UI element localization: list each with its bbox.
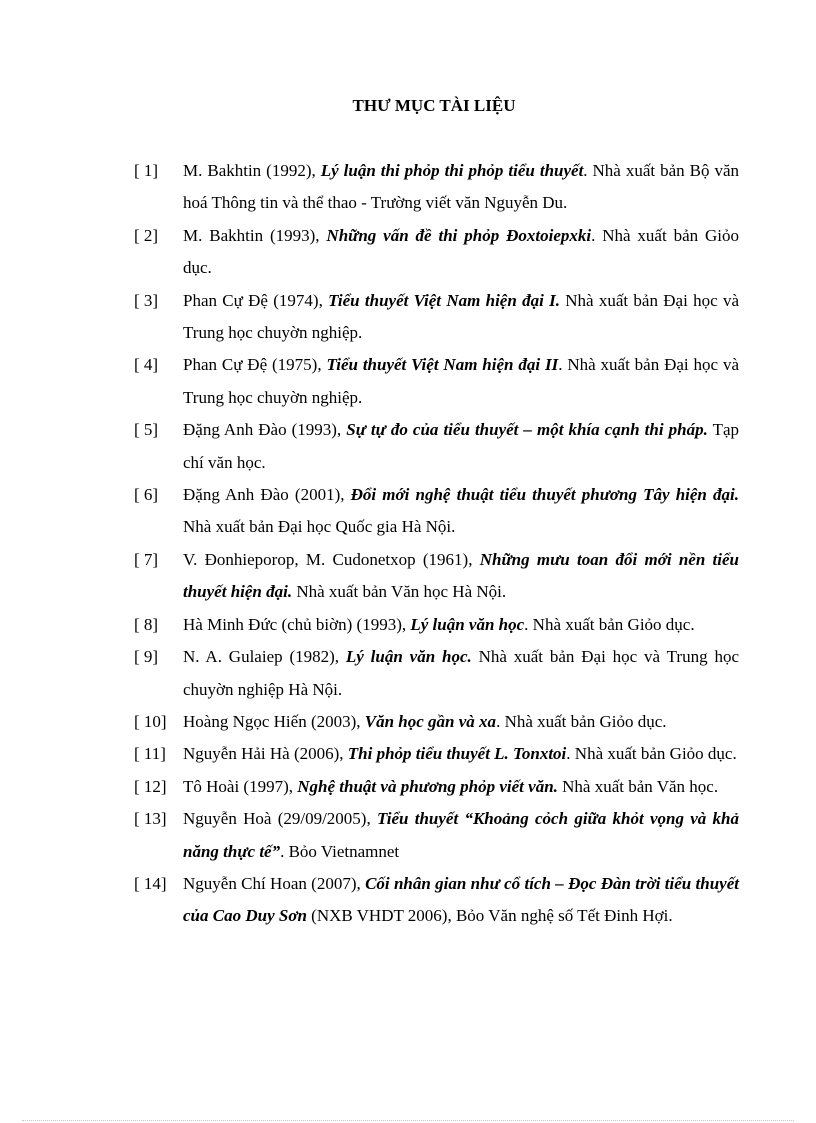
reference-number: [ 4] [134, 355, 159, 375]
reference-publisher: Nhà xuất bản Đại học và Trung học chuyờn nghiệp. [183, 290, 739, 343]
reference-item [134, 544, 739, 609]
reference-text [183, 285, 739, 350]
reference-publisher: Nhà xuất bản Văn học Hà Nội. [292, 582, 507, 602]
reference-work-title: Sự tự đo của tiểu thuyết – một khía cạnh thi pháp. [346, 420, 708, 440]
reference-work-title: Văn học gần và xa [364, 711, 497, 731]
reference-work-title: Lý luận văn học. [345, 647, 472, 667]
reference-publisher: Tạp chí văn học. [183, 420, 740, 472]
reference-work-title: Nghệ thuật và phương phỏp viết văn. [297, 776, 558, 796]
reference-text [183, 706, 739, 738]
reference-item [134, 479, 739, 544]
reference-work-title: Đổi mới nghệ thuật tiểu thuyết phương Tây hiện đại. [350, 485, 739, 505]
reference-publisher: Nhà xuất bản Văn học. [557, 776, 719, 796]
reference-author-year: Phan Cự Đệ (1974), [183, 290, 329, 310]
reference-number: [ 9] [134, 647, 159, 667]
reference-author-year: Hà Minh Đức (chủ biờn) (1993), [183, 614, 411, 634]
reference-publisher: . Nhà xuất bản Giỏo dục. [496, 711, 667, 731]
reference-number: [ 11] [134, 744, 166, 764]
reference-text [183, 771, 739, 803]
reference-work-title: Những vấn đề thi phỏp Đoxtoiepxki [326, 225, 592, 245]
reference-work-title: Tiểu thuyết Việt Nam hiện đại I. [328, 290, 560, 310]
reference-text [183, 738, 739, 770]
reference-item [134, 771, 739, 803]
reference-text [183, 609, 739, 641]
reference-publisher: Nhà xuất bản Đại học và Trung học chuyờn nghiệp Hà Nội. [183, 647, 739, 699]
reference-number: [ 1] [134, 161, 159, 180]
reference-author-year: Đặng Anh Đào (1993), [183, 420, 347, 440]
reference-publisher: . Nhà xuất bản Giỏo dục. [524, 614, 695, 634]
reference-list [134, 155, 739, 933]
reference-text [183, 641, 739, 706]
reference-text [183, 155, 739, 220]
reference-work-title: Thi phỏp tiểu thuyết L. Tonxtoi [347, 744, 567, 764]
reference-number: [ 13] [134, 809, 167, 829]
reference-number: [ 14] [134, 873, 167, 893]
reference-text [183, 414, 739, 479]
reference-work-title: Những mưu toan đổi mới nền tiểu thuyết hiện đại. [183, 549, 740, 602]
reference-number: [ 3] [134, 290, 159, 310]
reference-author-year: M. Bakhtin (1993), [183, 225, 327, 245]
reference-text [183, 349, 739, 414]
reference-number: [ 5] [134, 420, 159, 440]
reference-author-year: M. Bakhtin (1992), [183, 161, 321, 180]
page-bottom-divider [22, 1120, 794, 1121]
reference-number: [ 8] [134, 614, 159, 634]
reference-author-year: Nguyễn Chí Hoan (2007), [183, 873, 366, 893]
reference-item [134, 155, 739, 220]
reference-text [183, 220, 739, 285]
reference-item [134, 803, 739, 868]
reference-author-year: Nguyễn Hải Hà (2006), [183, 744, 348, 764]
page-title: THƯ MỤC TÀI LIỆU [352, 96, 516, 115]
reference-work-title: Tiểu thuyết Việt Nam hiện đại II [326, 355, 559, 375]
reference-item [134, 641, 739, 706]
reference-author-year: V. Đonhieporop, M. Cudonetxop (1961), [183, 549, 480, 569]
reference-item [134, 285, 739, 350]
reference-item [134, 349, 739, 414]
reference-publisher: (NXB VHDT 2006), Bỏo Văn nghệ số Tết Đinh Hợi. [306, 906, 673, 926]
reference-item [134, 868, 739, 933]
reference-work-title: Cối nhân gian như cổ tích – Đọc Đàn trời tiểu thuyết của Cao Duy Sơn [183, 873, 740, 926]
reference-number: [ 10] [134, 711, 167, 731]
reference-item [134, 414, 739, 479]
reference-item [134, 706, 739, 738]
reference-work-title: Lý luận văn học [410, 614, 525, 634]
reference-text [183, 803, 739, 868]
reference-publisher: . Bỏo Vietnamnet [280, 841, 400, 861]
reference-work-title: Tiểu thuyết “Khoảng cỏch giữa khỏt vọng và khả năng thực tế” [183, 809, 739, 861]
reference-item [134, 220, 739, 285]
reference-text [183, 479, 739, 544]
reference-publisher: . Nhà xuất bản Đại học và Trung học chuyờn nghiệp. [183, 355, 739, 407]
reference-number: [ 2] [134, 225, 159, 245]
reference-author-year: Tô Hoài (1997), [183, 776, 298, 796]
reference-number: [ 12] [134, 776, 167, 796]
reference-publisher: . Nhà xuất bản Giỏo dục. [183, 225, 740, 278]
reference-publisher: . Nhà xuất bản Giỏo dục. [566, 744, 737, 764]
reference-number: [ 7] [134, 549, 159, 569]
reference-number: [ 6] [134, 485, 159, 505]
reference-author-year: Nguyễn Hoà (29/09/2005), [183, 809, 377, 829]
reference-work-title: Lý luận thi phỏp thi phỏp tiểu thuyết [320, 161, 584, 180]
reference-author-year: Hoàng Ngọc Hiến (2003), [183, 711, 365, 731]
reference-author-year: N. A. Gulaiep (1982), [183, 647, 346, 667]
reference-text [183, 868, 739, 933]
reference-item [134, 738, 739, 770]
reference-author-year: Phan Cự Đệ (1975), [183, 355, 327, 375]
reference-item [134, 609, 739, 641]
reference-author-year: Đặng Anh Đào (2001), [183, 485, 351, 505]
reference-publisher: . Nhà xuất bản Bộ văn hoá Thông tin và thể thao - Trường viết văn Nguyễn Du. [183, 161, 739, 213]
reference-text [183, 544, 739, 609]
reference-publisher: Nhà xuất bản Đại học Quốc gia Hà Nội. [183, 517, 456, 537]
